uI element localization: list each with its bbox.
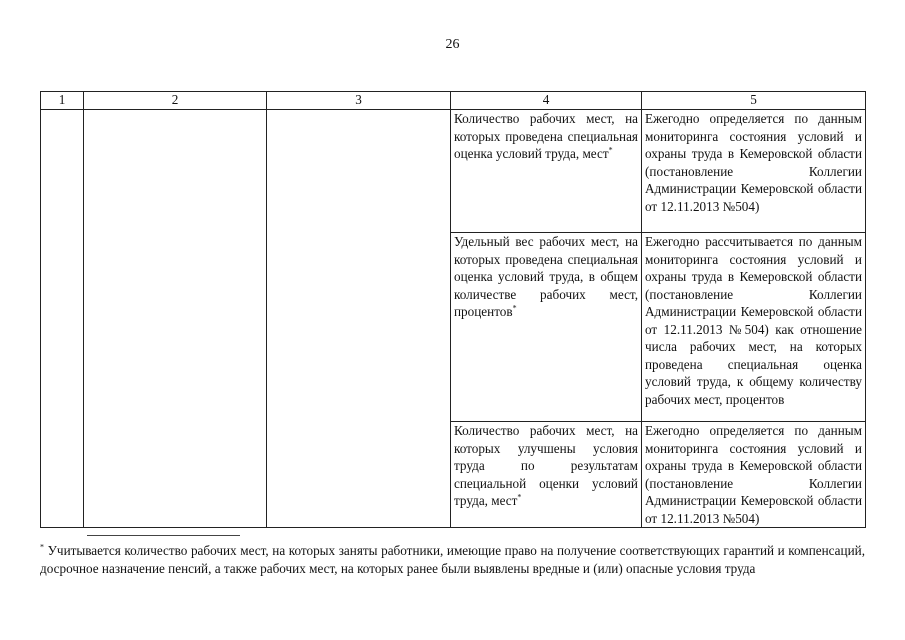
indicator-text: Удельный вес рабочих мест, на которых проведена специальная оценка условий труда, в общем количестве рабочих мест, процентов bbox=[454, 234, 638, 319]
table-cell-col2 bbox=[84, 110, 267, 528]
column-header: 1 bbox=[41, 92, 84, 110]
method-cell: Ежегодно определяется по данным мониторинга состояния условий и охраны труда в Кемеровской области (постановление Коллегии Администрации Кемеровской области от 12.11.2013 №504) bbox=[642, 110, 866, 233]
table-header-row bbox=[41, 92, 866, 110]
indicator-cell bbox=[451, 422, 642, 528]
page-number: 26 bbox=[445, 37, 460, 52]
method-cell: Ежегодно определяется по данным мониторинга состояния условий и охраны труда в Кемеровской области (постановление Коллегии Администрации Кемеровской области от 12.11.2013 №504) bbox=[642, 422, 866, 528]
column-header: 5 bbox=[642, 92, 866, 110]
indicator-cell bbox=[451, 110, 642, 233]
indicator-text: Количество рабочих мест, на которых проведена специальная оценка условий труда, мест bbox=[454, 111, 638, 161]
method-cell: Ежегодно рассчитывается по данным мониторинга состояния условий и охраны труда в Кемеровской области (постановление Коллегии Администрации Кемеровской области от 12.11.2013 №504) как отношение числа рабочих мест, на которых проведена специальная оценка условий труда, к общему количеству рабочих мест, процентов bbox=[642, 233, 866, 422]
footnote-divider bbox=[87, 535, 240, 536]
column-header: 2 bbox=[84, 92, 267, 110]
footnote-text: Учитывается количество рабочих мест, на которых заняты работники, имеющие право на получение соответствующих гарантий и компенсаций, досрочное назначение пенсий, а также рабочих мест, на которых ранее были выявлены вредные и (или) опасные условия труда bbox=[40, 543, 866, 576]
indicator-text: Количество рабочих мест, на которых улучшены условия труда по результатам специальной оценки условий труда, мест bbox=[454, 423, 638, 508]
footnote-marker: * bbox=[608, 145, 613, 155]
footnote-marker: * bbox=[40, 542, 44, 552]
column-header: 4 bbox=[451, 92, 642, 110]
column-header: 3 bbox=[267, 92, 451, 110]
indicators-table bbox=[40, 91, 866, 528]
table-cell-col1 bbox=[41, 110, 84, 528]
footnote-marker: * bbox=[517, 492, 522, 502]
footnote-marker: * bbox=[512, 303, 517, 313]
table-row bbox=[41, 110, 866, 233]
footnote bbox=[40, 542, 865, 577]
indicator-cell bbox=[451, 233, 642, 422]
table-cell-col3 bbox=[267, 110, 451, 528]
